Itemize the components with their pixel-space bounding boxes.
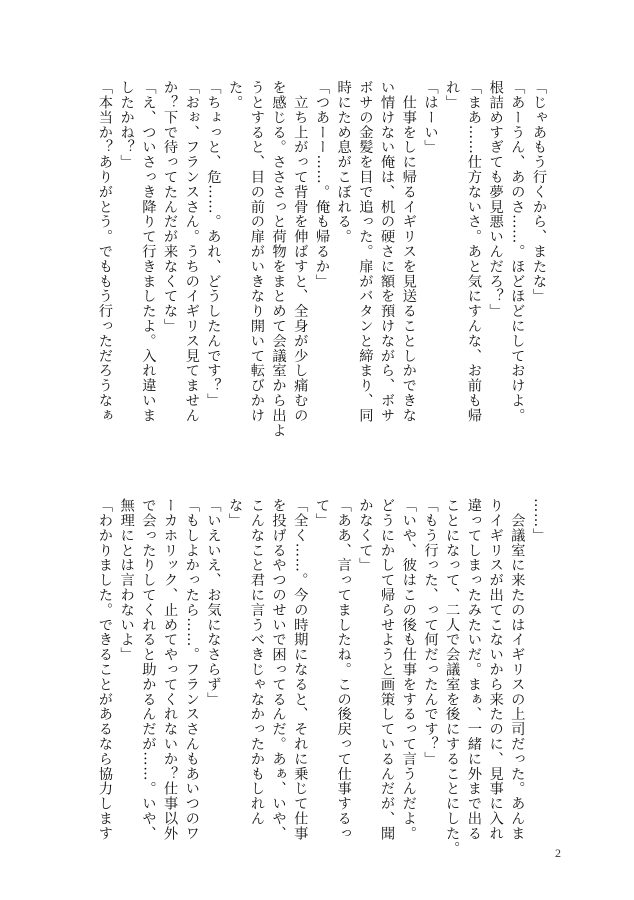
text-line: ことになって、二人で会議室を後にすることにした。 — [444, 498, 461, 856]
text-line: 「あーうん、あのさ……。ほどほどにしておけよ。 — [509, 80, 526, 423]
text-line: 「ちょっと、危……。あれ、どうしたんです？」 — [205, 80, 222, 408]
text-line: りイギリスが出てこないから来たのに、見事に入れ — [487, 498, 504, 841]
text-line: 「わかりました。できることがあるなら協力します — [96, 498, 113, 841]
text-line: て」 — [313, 498, 330, 528]
text-line: 「まあ……仕方ないさ。あと気にすんな、お前も帰 — [465, 80, 482, 423]
text-line: を投げるやつのせいで困ってるんだ。あぁ、いや、 — [270, 498, 287, 841]
text-line: 仕事をしに帰るイギリスを見送ることしかできな — [400, 80, 417, 423]
lower-text-block — [93, 498, 549, 856]
upper-text-block — [93, 80, 549, 438]
text-line: 「本当か？ありがとう。でももう行っただろうなぁ — [96, 80, 113, 423]
text-line: ……」 — [531, 498, 547, 543]
text-line: 「え、ついさっき降りて行きましたよ。入れ違いま — [140, 80, 157, 423]
text-line: 「ああ、言ってましたね。この後戻って仕事するっ — [335, 498, 352, 841]
text-line: うとすると、目の前の扉がいきなり開いて転びかけ — [248, 80, 265, 423]
text-line: 「もしよかったら……。フランスさんもあいつのワ — [183, 498, 200, 841]
text-line: を感じる。さささっと荷物をまとめて会議室から出よ — [270, 80, 287, 438]
text-line: 「じゃあもう行くから、またな」 — [531, 80, 547, 304]
text-line: い情けない俺は、机の硬さに額を預けながら、ボサ — [379, 80, 396, 423]
text-line: ボサの金髪を目で追った。扉がバタンと締まり、同 — [357, 80, 374, 423]
text-line: な」 — [227, 498, 244, 528]
text-line: で会ったりしてくれると助かるんだが……。いや、 — [140, 498, 157, 841]
text-line: 「おぉ、フランスさん。うちのイギリス見てません — [183, 80, 200, 423]
text-line: れ」 — [444, 80, 461, 110]
text-line: 立ち上がって背骨を伸ばすと、全身が少し痛むの — [292, 80, 309, 423]
text-line: 根詰めすぎても夢見悪いんだろ？」 — [487, 80, 504, 319]
text-line: 「いや、彼はこの後も仕事をするって言うんだよ。 — [400, 498, 417, 841]
text-line: かなくて」 — [357, 498, 374, 573]
text-line: 「はーい」 — [422, 80, 439, 155]
text-line: 違ってしまったみたいだ。まぁ、一緒に外まで出る — [465, 498, 482, 841]
text-line: か？下で待ってたんだが来なくてな」 — [162, 80, 179, 334]
text-line: 時にため息がこぼれる。 — [335, 80, 352, 244]
text-line: こんなこと君に言うべきじゃなかったかもしれん — [248, 498, 265, 826]
text-line: 無理にとは言わないよ」 — [118, 498, 135, 662]
page-number: 2 — [555, 846, 561, 860]
text-line: 会議室に来たのはイギリスの上司だった。あんま — [509, 498, 526, 841]
text-line: 「いえいえ、お気になさらず」 — [205, 498, 222, 707]
text-line: したかね？」 — [118, 80, 135, 170]
text-line: 「全く……。今の時期になると、それに乗じて仕事 — [292, 498, 309, 841]
text-line: 「つあーー……。俺も帰るか」 — [313, 80, 330, 289]
text-line: どうにかして帰らせようと画策しているんだが、聞 — [379, 498, 396, 841]
text-line: た。 — [227, 80, 244, 110]
text-line: ーカホリック、止めてやってくれないか？仕事以外 — [162, 498, 179, 841]
text-line: 「もう行った、って何だったんです？」 — [422, 498, 439, 767]
